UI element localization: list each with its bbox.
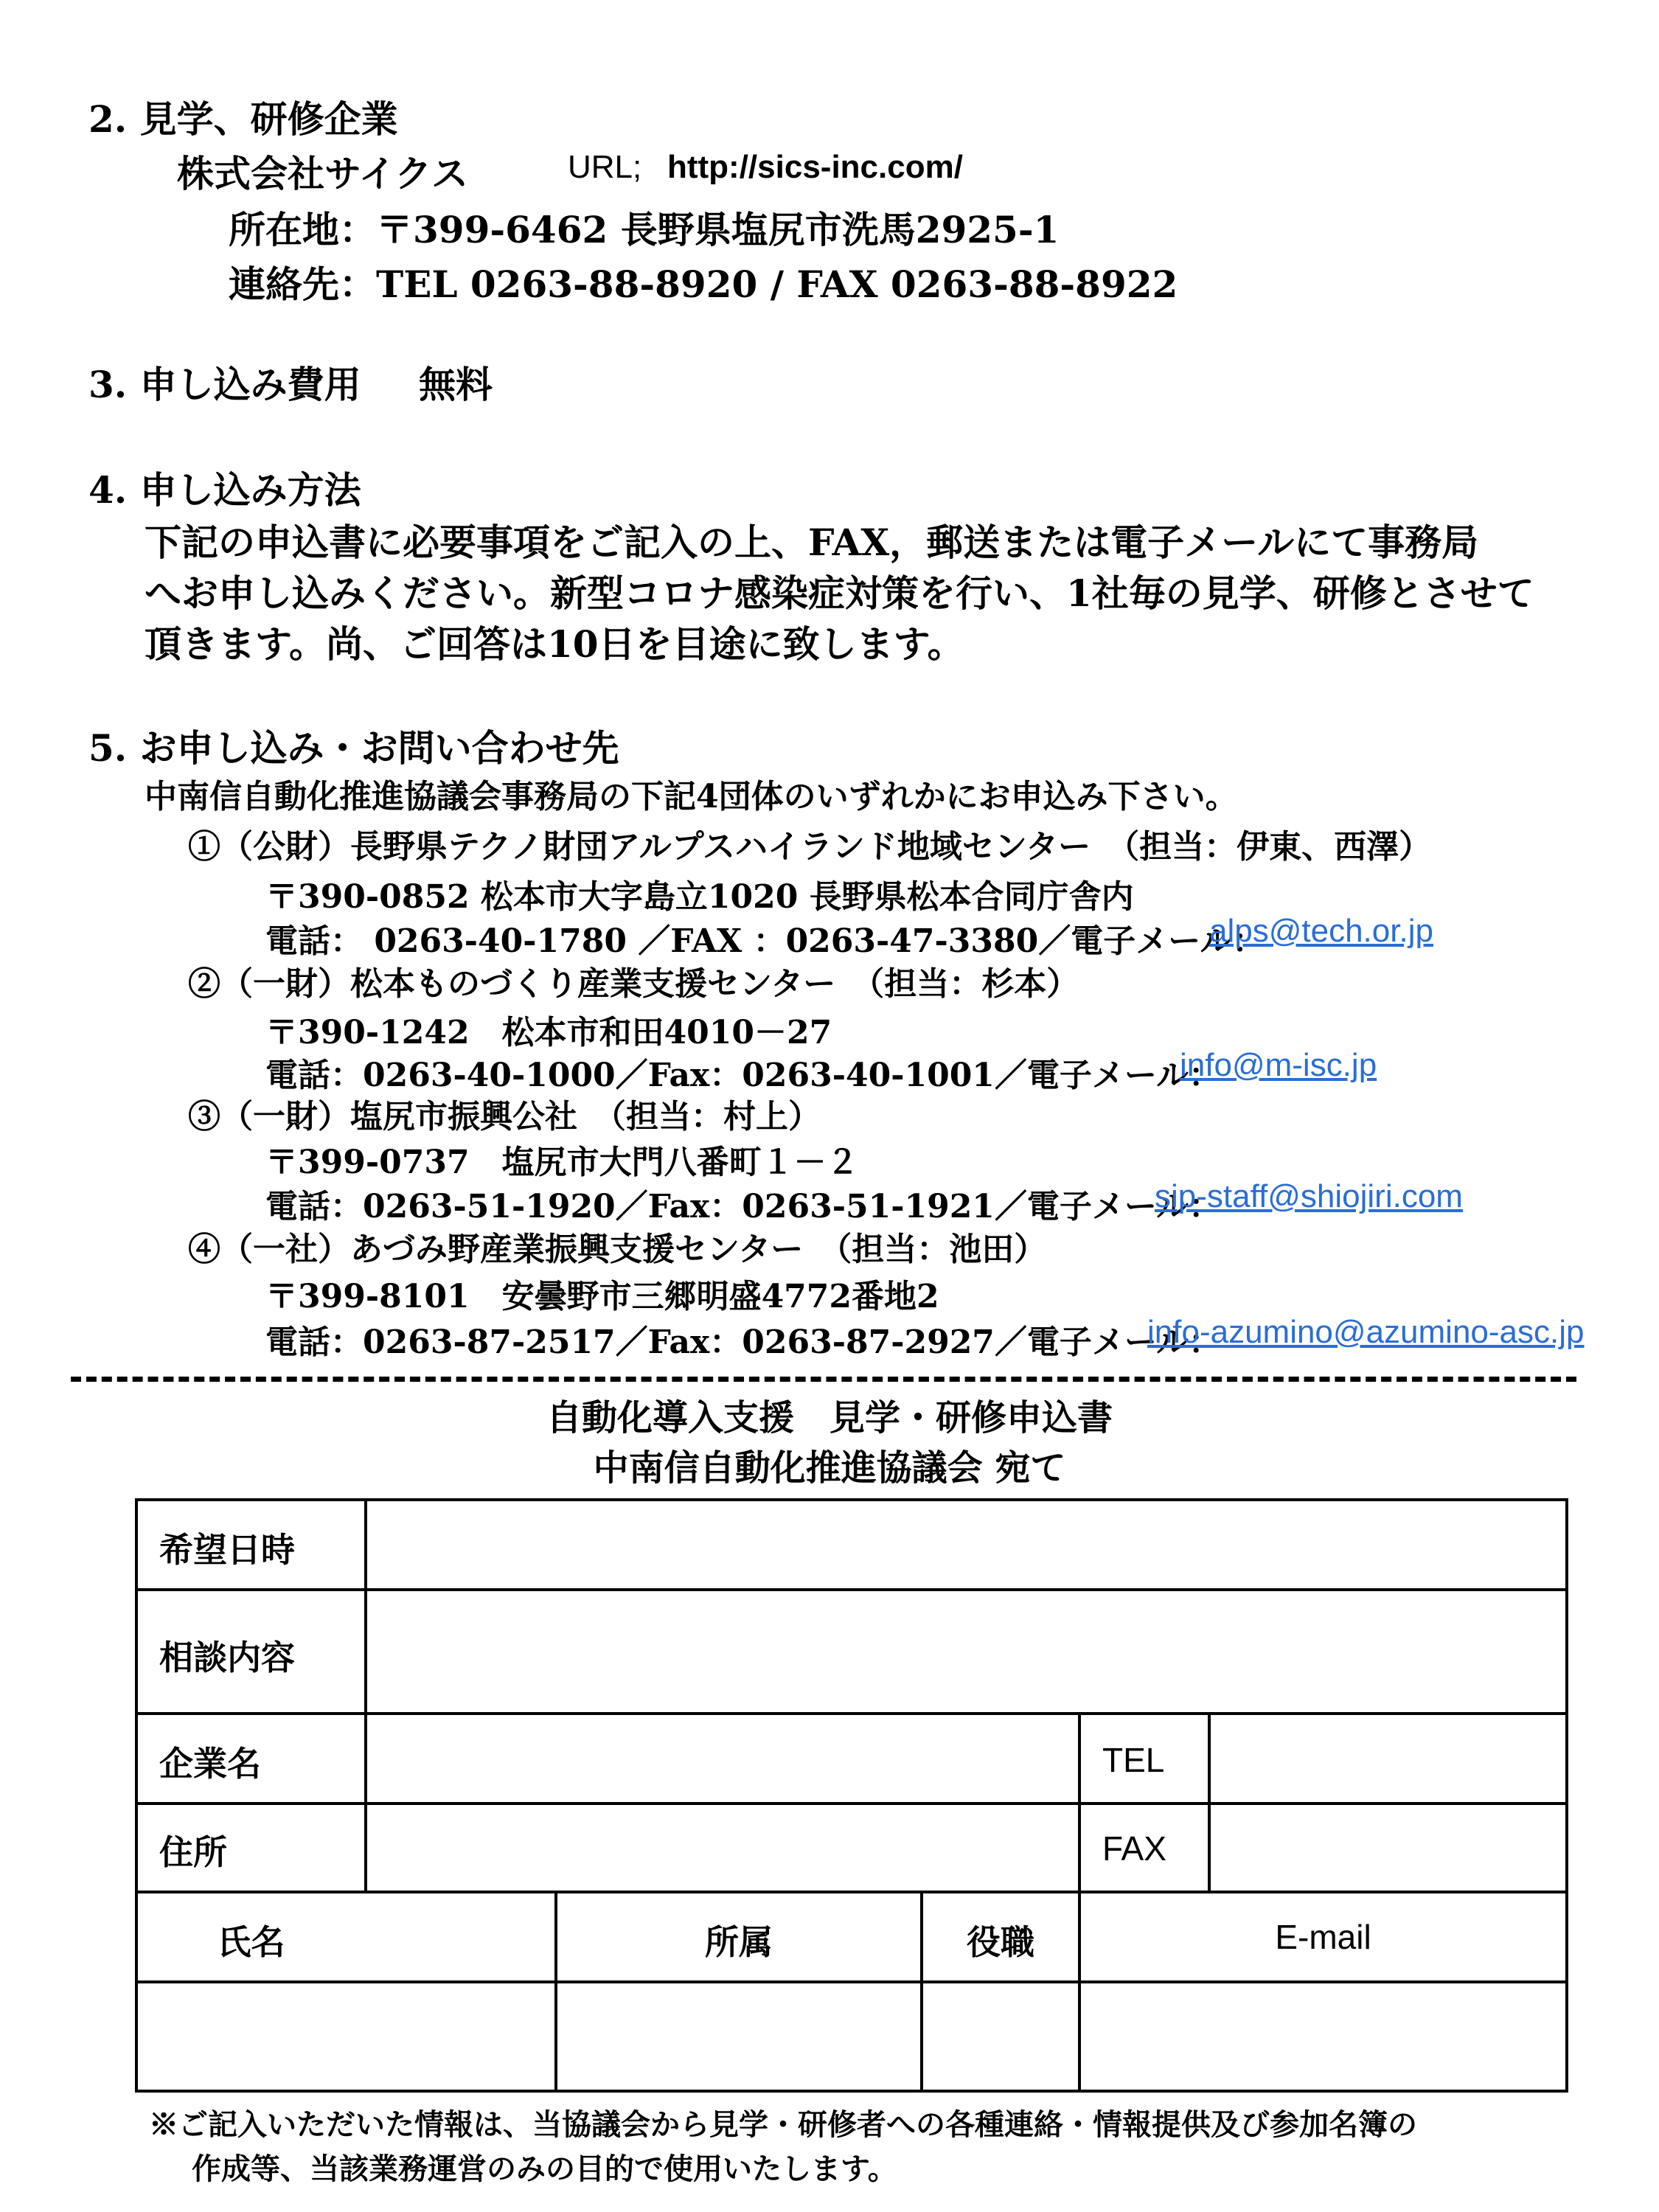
fee-value: 無料: [419, 363, 493, 406]
label-company-name: 企業名: [159, 1744, 261, 1784]
org-3-name: ③（一財）塩尻市振興公社 （担当：村上）: [188, 1098, 821, 1135]
tel-field[interactable]: [1211, 1715, 1565, 1802]
url-label: URL;: [568, 149, 642, 185]
section5-heading: 5. お申し込み・お問い合わせ先: [88, 726, 619, 770]
org-2-email-link[interactable]: info@m-isc.jp: [1180, 1047, 1377, 1083]
company-url[interactable]: http://sics-inc.com/: [667, 149, 963, 185]
column-email: E-mail: [1275, 1918, 1371, 1956]
section3-heading: 3. 申し込み費用: [88, 363, 361, 406]
privacy-note-line-2: 作成等、当該業務運営のみの目的で使用いたします。: [192, 2152, 897, 2186]
form-title: 自動化導入支援 見学・研修申込書: [546, 1397, 1113, 1439]
org-4-contact: 電話：0263-87-2517／Fax：0263-87-2927／電子メール：: [265, 1324, 1222, 1361]
company-contact: 連絡先：TEL 0263-88-8920 / FAX 0263-88-8922: [229, 262, 1178, 306]
company-name-field[interactable]: [367, 1715, 1078, 1802]
consultation-field[interactable]: [367, 1591, 1565, 1712]
section4-line-3: 頂きます。尚、ご回答は10日を目途に致します。: [145, 622, 964, 666]
org-4-name: ④（一社）あづみ野産業振興支援センター （担当：池田）: [188, 1231, 1047, 1268]
cut-line-divider: [71, 1377, 1576, 1382]
email-field[interactable]: [1081, 1983, 1565, 2090]
org-3-email-link[interactable]: sip-staff@shiojiri.com: [1155, 1178, 1463, 1214]
section4-heading: 4. 申し込み方法: [88, 468, 361, 512]
org-3-address: 〒399-0737 塩尻市大門八番町１－２: [265, 1144, 859, 1181]
company-address: 所在地：〒399-6462 長野県塩尻市洗馬2925-1: [229, 208, 1060, 251]
form-addressee: 中南信自動化推進協議会 宛て: [593, 1447, 1066, 1489]
affiliation-field[interactable]: [557, 1983, 920, 2090]
section4-line-2: へお申し込みください。新型コロナ感染症対策を行い、1社毎の見学、研修とさせて: [145, 571, 1534, 615]
column-affiliation: 所属: [705, 1922, 773, 1962]
org-1-address: 〒390-0852 松本市大字島立1020 長野県松本合同庁舎内: [265, 878, 1134, 916]
label-address: 住所: [159, 1832, 227, 1872]
label-consultation: 相談内容: [159, 1638, 295, 1677]
org-4-email-link[interactable]: info-azumino@azumino-asc.jp: [1147, 1314, 1585, 1350]
label-preferred-datetime: 希望日時: [159, 1530, 295, 1570]
privacy-note-line-1: ※ご記入いただいた情報は、当協議会から見学・研修者への各種連絡・情報提供及び参加名簿の: [149, 2107, 1417, 2142]
section5-intro: 中南信自動化推進協議会事務局の下記4団体のいずれかにお申込み下さい。: [145, 778, 1238, 815]
org-2-name: ②（一財）松本ものづくり産業支援センター （担当：杉本）: [188, 965, 1079, 1003]
fax-field[interactable]: [1211, 1805, 1565, 1891]
column-name: 氏名: [217, 1922, 285, 1962]
org-2-address: 〒390-1242 松本市和田4010－27: [265, 1014, 832, 1051]
org-1-contact: 電話： 0263-40-1780 ／FAX ：0263-47-3380／電子メール：: [265, 922, 1265, 960]
org-4-address: 〒399-8101 安曇野市三郷明盛4772番地2: [265, 1278, 939, 1315]
section2-heading: 2. 見学、研修企業: [88, 97, 398, 141]
position-field[interactable]: [923, 1983, 1078, 2090]
org-1-name: ①（公財）長野県テクノ財団アルプスハイランド地域センター （担当：伊東、西澤）: [188, 828, 1432, 866]
label-fax: FAX: [1102, 1829, 1166, 1868]
name-field[interactable]: [138, 1983, 554, 2090]
section4-line-1: 下記の申込書に必要事項をご記入の上、FAX，郵送または電子メールにて事務局: [145, 521, 1479, 564]
column-position: 役職: [967, 1922, 1034, 1962]
org-2-contact: 電話：0263-40-1000／Fax：0263-40-1001／電子メール：: [265, 1057, 1222, 1094]
label-tel: TEL: [1102, 1741, 1165, 1779]
preferred-datetime-field[interactable]: [367, 1501, 1565, 1588]
org-3-contact: 電話：0263-51-1920／Fax：0263-51-1921／電子メール：: [265, 1188, 1222, 1225]
org-1-email-link[interactable]: alps@tech.or.jp: [1209, 913, 1433, 949]
address-field[interactable]: [367, 1805, 1078, 1891]
company-name: 株式会社サイクス: [177, 152, 468, 195]
